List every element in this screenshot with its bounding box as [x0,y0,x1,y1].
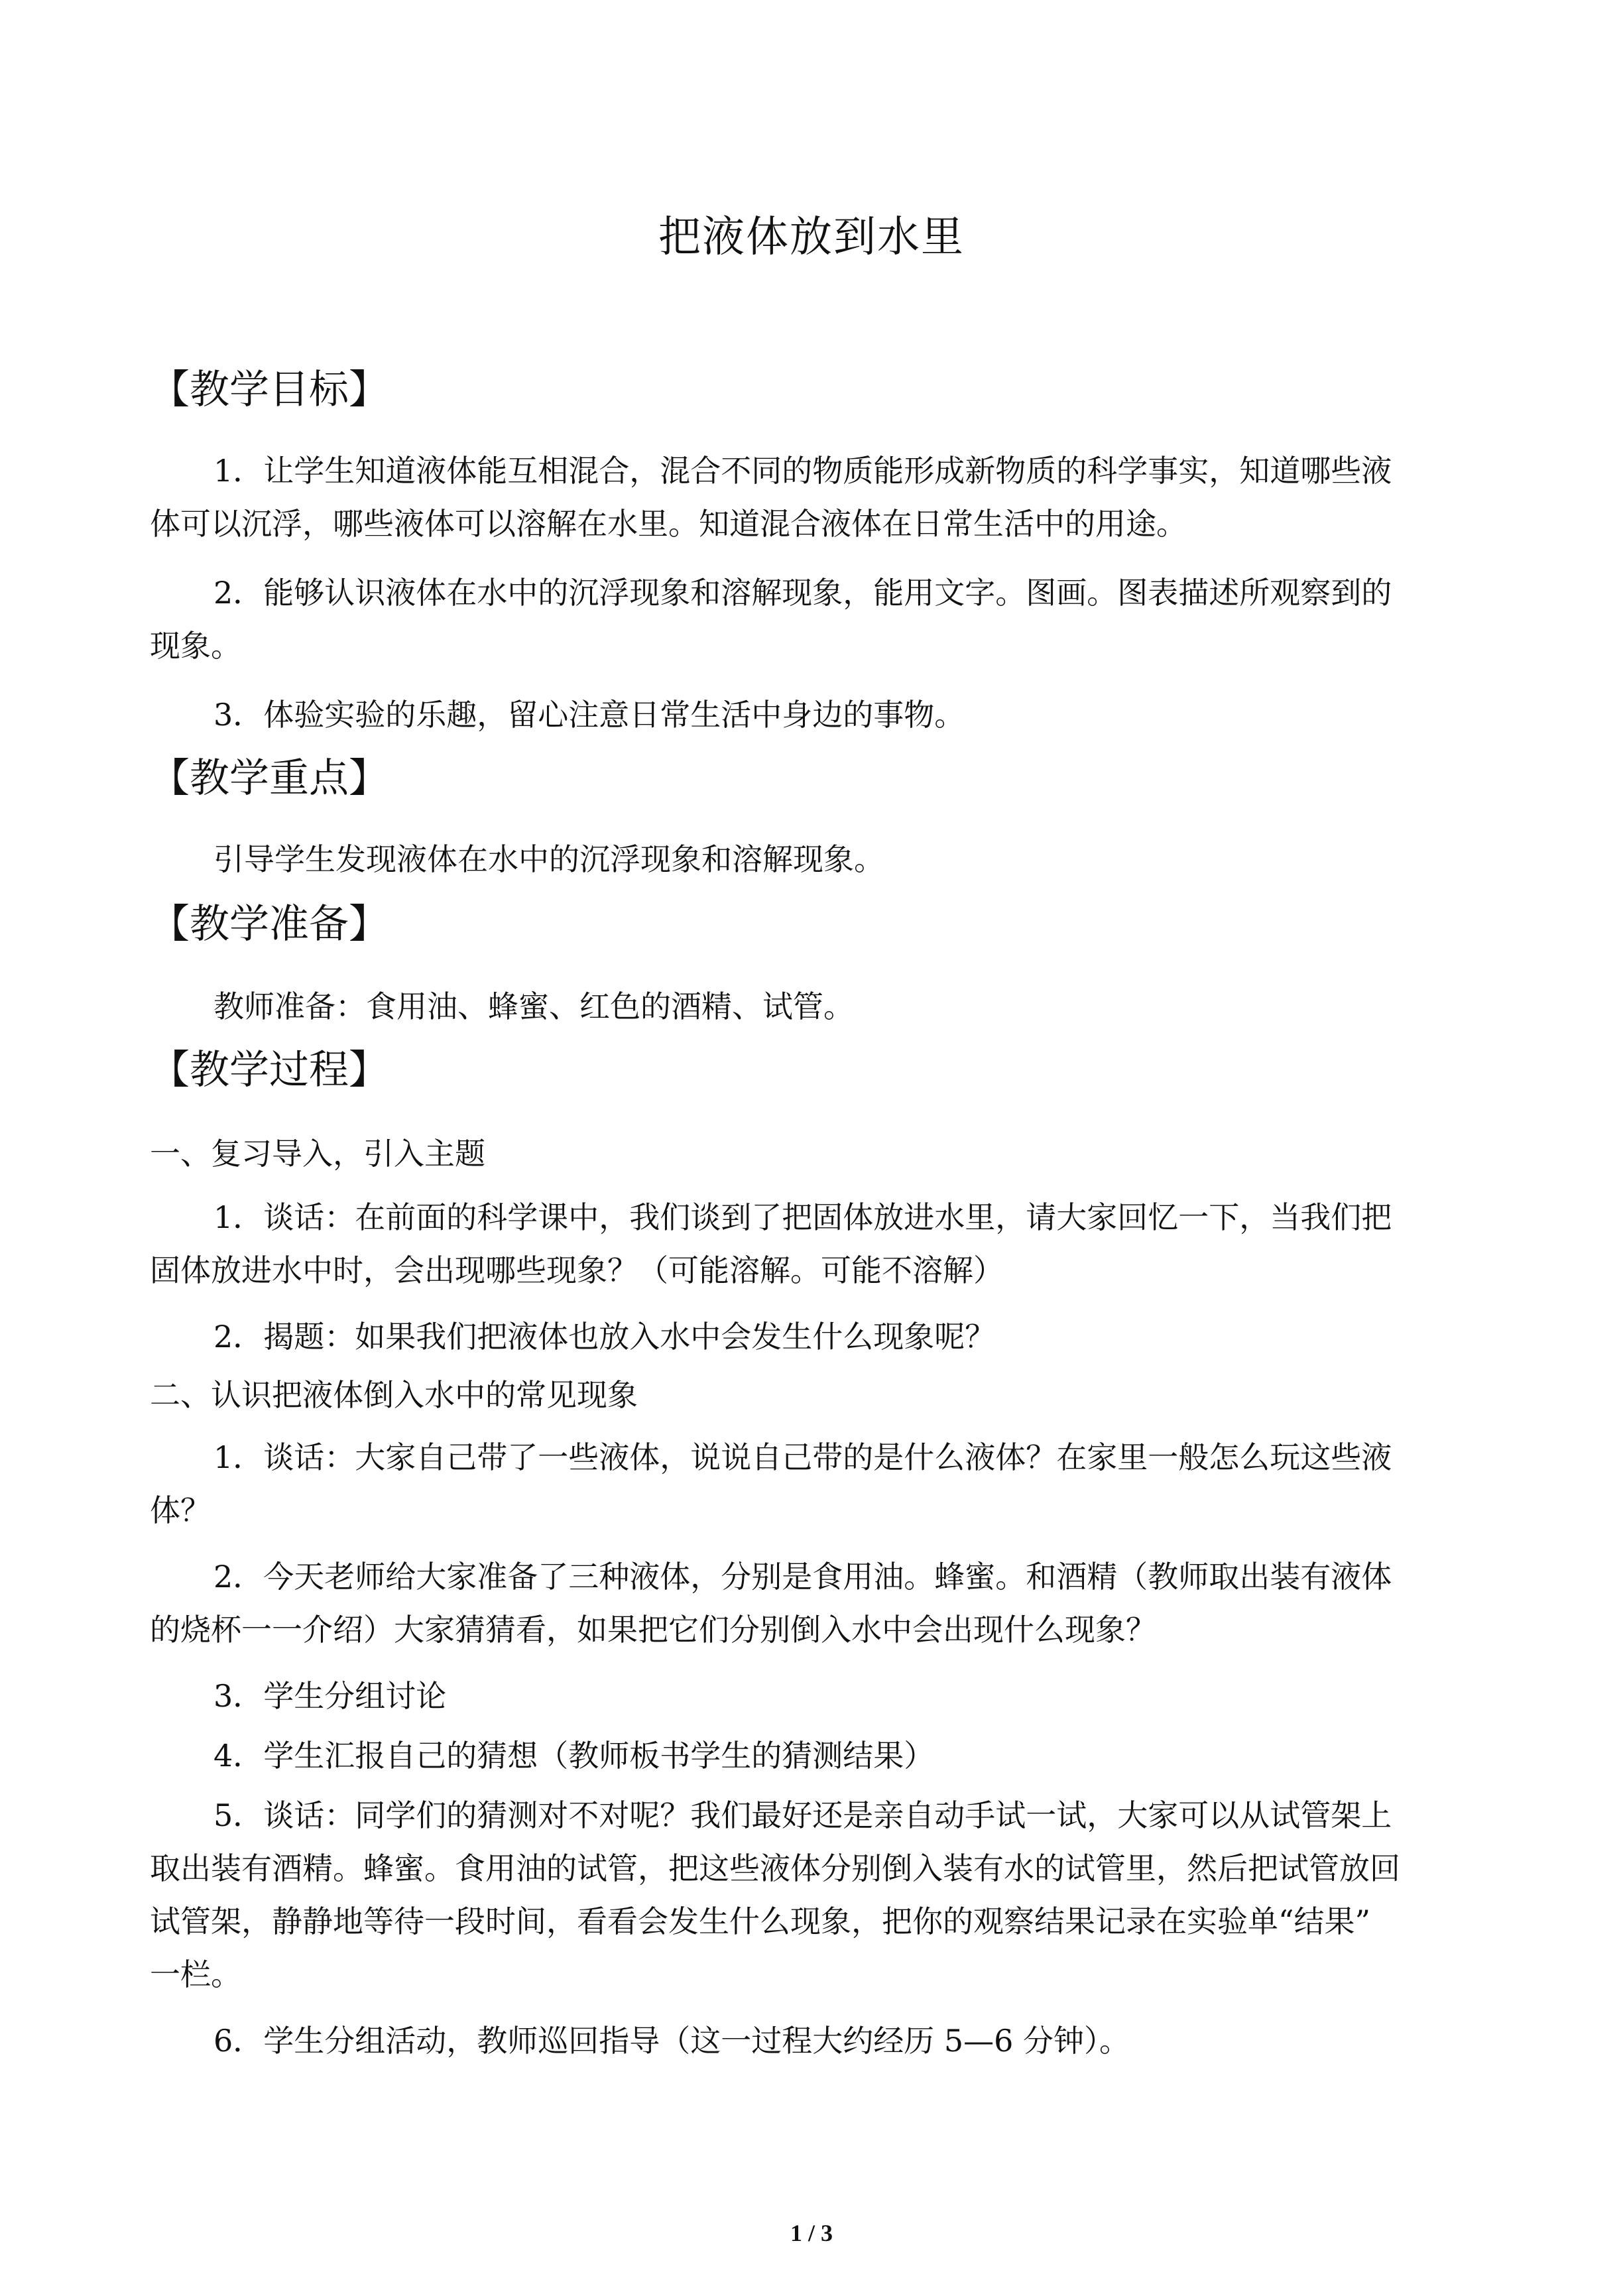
process-line: 2．今天老师给大家准备了三种液体，分别是食用油。蜂蜜。和酒精（教师取出装有液体 [213,1559,1392,1595]
process-line: 4．学生汇报自己的猜想（教师板书学生的猜测结果） [213,1738,935,1774]
page-number: 1 / 3 [790,2220,833,2246]
heading-process: 【教学过程】 [150,1047,389,1093]
objectives-line: 1．让学生知道液体能互相混合，混合不同的物质能形成新物质的科学事实，知道哪些液 [213,453,1392,489]
process-line: 二、认识把液体倒入水中的常见现象 [150,1377,638,1413]
process-line: 一栏。 [150,1957,241,1992]
document-title: 把液体放到水里 [658,213,965,262]
process-line: 3．学生分组讨论 [213,1678,447,1714]
process-line: 固体放进水中时，会出现哪些现象？（可能溶解。可能不溶解） [150,1252,1004,1288]
objectives-line: 3．体验实验的乐趣，留心注意日常生活中身边的事物。 [213,697,965,733]
heading-key-points: 【教学重点】 [150,755,389,802]
process-line: 试管架，静静地等待一段时间，看看会发生什么现象，把你的观察结果记录在实验单“结果” [150,1903,1371,1939]
process-line: 取出装有酒精。蜂蜜。食用油的试管，把这些液体分别倒入装有水的试管里，然后把试管放回 [150,1850,1400,1886]
process-line: 2．揭题：如果我们把液体也放入水中会发生什么现象呢？ [213,1319,996,1355]
process-line: 一、复习导入，引入主题 [150,1136,485,1172]
process-line: 体？ [150,1492,211,1528]
process-line: 1．谈话：在前面的科学课中，我们谈到了把固体放进水里，请大家回忆一下，当我们把 [213,1199,1392,1235]
process-line: 6．学生分组活动，教师巡回指导（这一过程大约经历 5—6 分钟）。 [213,2023,1130,2059]
process-line: 1．谈话：大家自己带了一些液体，说说自己带的是什么液体？在家里一般怎么玩这些液 [213,1439,1392,1475]
preparation-line: 教师准备：食用油、蜂蜜、红色的酒精、试管。 [213,989,854,1024]
objectives-line: 体可以沉浮，哪些液体可以溶解在水里。知道混合液体在日常生活中的用途。 [150,506,1187,542]
objectives-line: 现象。 [150,628,241,664]
heading-objectives: 【教学目标】 [150,367,389,413]
heading-preparation: 【教学准备】 [150,901,389,947]
key-points-line: 引导学生发现液体在水中的沉浮现象和溶解现象。 [213,841,884,877]
process-line: 的烧杯一一介绍）大家猜猜看，如果把它们分别倒入水中会出现什么现象？ [150,1612,1156,1648]
process-line: 5．谈话：同学们的猜测对不对呢？我们最好还是亲自动手试一试，大家可以从试管架上 [213,1797,1392,1833]
objectives-line: 2．能够认识液体在水中的沉浮现象和溶解现象，能用文字。图画。图表描述所观察到的 [213,575,1392,611]
